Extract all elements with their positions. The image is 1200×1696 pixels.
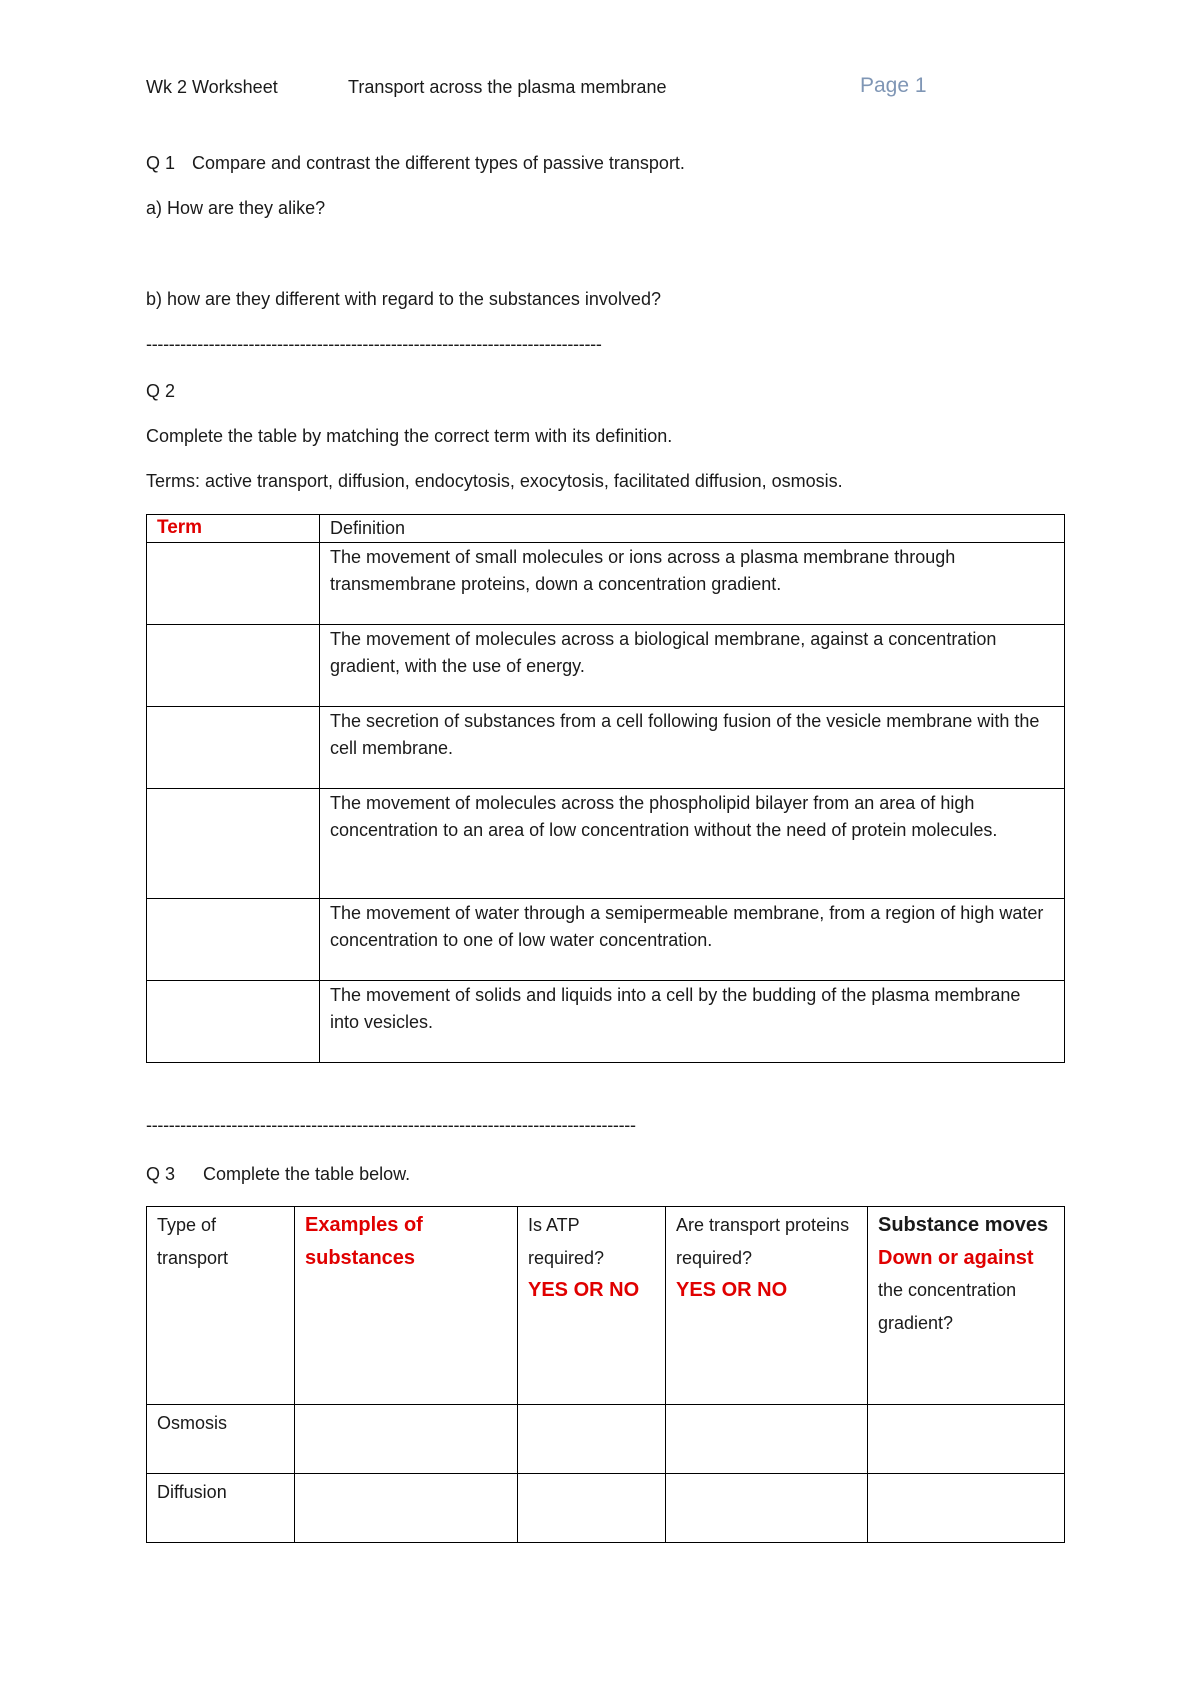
- table-row: [147, 1474, 1065, 1543]
- q1-label: Q 1: [146, 153, 176, 173]
- proteins-question: Are transport proteins required?: [676, 1215, 850, 1268]
- definition-cell: The secretion of substances from a cell following fusion of the vesicle membrane with the cell membrane.: [320, 707, 1065, 789]
- atp-question: Is ATP required?: [528, 1215, 605, 1268]
- table-header-row: [147, 1207, 1065, 1405]
- term-header: Term: [147, 515, 320, 543]
- q1-part-a: a) How are they alike?: [146, 198, 326, 218]
- gradient-cell[interactable]: [868, 1474, 1065, 1543]
- q2-instruction: Complete the table by matching the correct term with its definition.: [146, 426, 673, 446]
- table-row: [147, 543, 1065, 625]
- term-cell[interactable]: [147, 789, 320, 899]
- table-row: [147, 707, 1065, 789]
- proteins-cell[interactable]: [666, 1405, 868, 1474]
- q2-label: Q 2: [146, 381, 176, 401]
- gradient-label-end: the concentration gradient?: [878, 1280, 1017, 1333]
- term-cell[interactable]: [147, 625, 320, 707]
- table-row: [147, 981, 1065, 1063]
- examples-cell[interactable]: [295, 1405, 518, 1474]
- q2-terms: Terms: active transport, diffusion, endocytosis, exocytosis, facilitated diffusion, osmosis.: [146, 471, 843, 491]
- header-title: Transport across the plasma membrane: [348, 77, 667, 97]
- separator-line: --------------------------------------------------------------------------------: [146, 334, 602, 354]
- atp-yes-no: YES OR NO: [528, 1279, 640, 1301]
- definition-cell: The movement of small molecules or ions across a plasma membrane through transmembrane proteins, down a concentration gradient.: [320, 543, 1065, 625]
- examples-cell[interactable]: [295, 1474, 518, 1543]
- examples-header: Examples of substances: [295, 1207, 518, 1405]
- gradient-header: [868, 1207, 1065, 1405]
- proteins-cell[interactable]: [666, 1474, 868, 1543]
- matching-table: [146, 514, 1065, 1063]
- proteins-header: [666, 1207, 868, 1405]
- type-cell: Diffusion: [147, 1474, 295, 1543]
- q3-instruction: Complete the table below.: [203, 1164, 411, 1184]
- definition-cell: The movement of molecules across the phospholipid bilayer from an area of high concentration to an area of low concentration without the need of protein molecules.: [320, 789, 1065, 899]
- term-cell[interactable]: [147, 707, 320, 789]
- atp-cell[interactable]: [518, 1405, 666, 1474]
- type-cell: Osmosis: [147, 1405, 295, 1474]
- definition-header: Definition: [320, 515, 1065, 543]
- page-number: Page 1: [860, 74, 927, 97]
- table-row: [147, 899, 1065, 981]
- proteins-yes-no: YES OR NO: [676, 1279, 788, 1301]
- gradient-cell[interactable]: [868, 1405, 1065, 1474]
- gradient-label-start: Substance moves: [878, 1214, 1049, 1236]
- atp-header: [518, 1207, 666, 1405]
- term-cell[interactable]: [147, 981, 320, 1063]
- gradient-down-or-against: Down or against: [878, 1246, 1034, 1269]
- definition-cell: The movement of solids and liquids into a cell by the budding of the plasma membrane into vesicles.: [320, 981, 1065, 1063]
- table-header-row: [147, 515, 1065, 543]
- table-row: [147, 625, 1065, 707]
- header-left: Wk 2 Worksheet: [146, 77, 278, 97]
- definition-cell: The movement of molecules across a biological membrane, against a concentration gradient, with the use of energy.: [320, 625, 1065, 707]
- q1-part-b: b) how are they different with regard to the substances involved?: [146, 289, 661, 309]
- q1-prompt: Compare and contrast the different types of passive transport.: [192, 153, 685, 173]
- transport-table: [146, 1206, 1065, 1543]
- definition-cell: The movement of water through a semipermeable membrane, from a region of high water concentration to one of low water concentration.: [320, 899, 1065, 981]
- table-row: [147, 789, 1065, 899]
- term-cell[interactable]: [147, 543, 320, 625]
- atp-cell[interactable]: [518, 1474, 666, 1543]
- separator-line: --------------------------------------------------------------------------------------: [146, 1115, 636, 1135]
- q3-label: Q 3: [146, 1164, 176, 1184]
- table-row: [147, 1405, 1065, 1474]
- term-cell[interactable]: [147, 899, 320, 981]
- type-header: Type of transport: [147, 1207, 295, 1405]
